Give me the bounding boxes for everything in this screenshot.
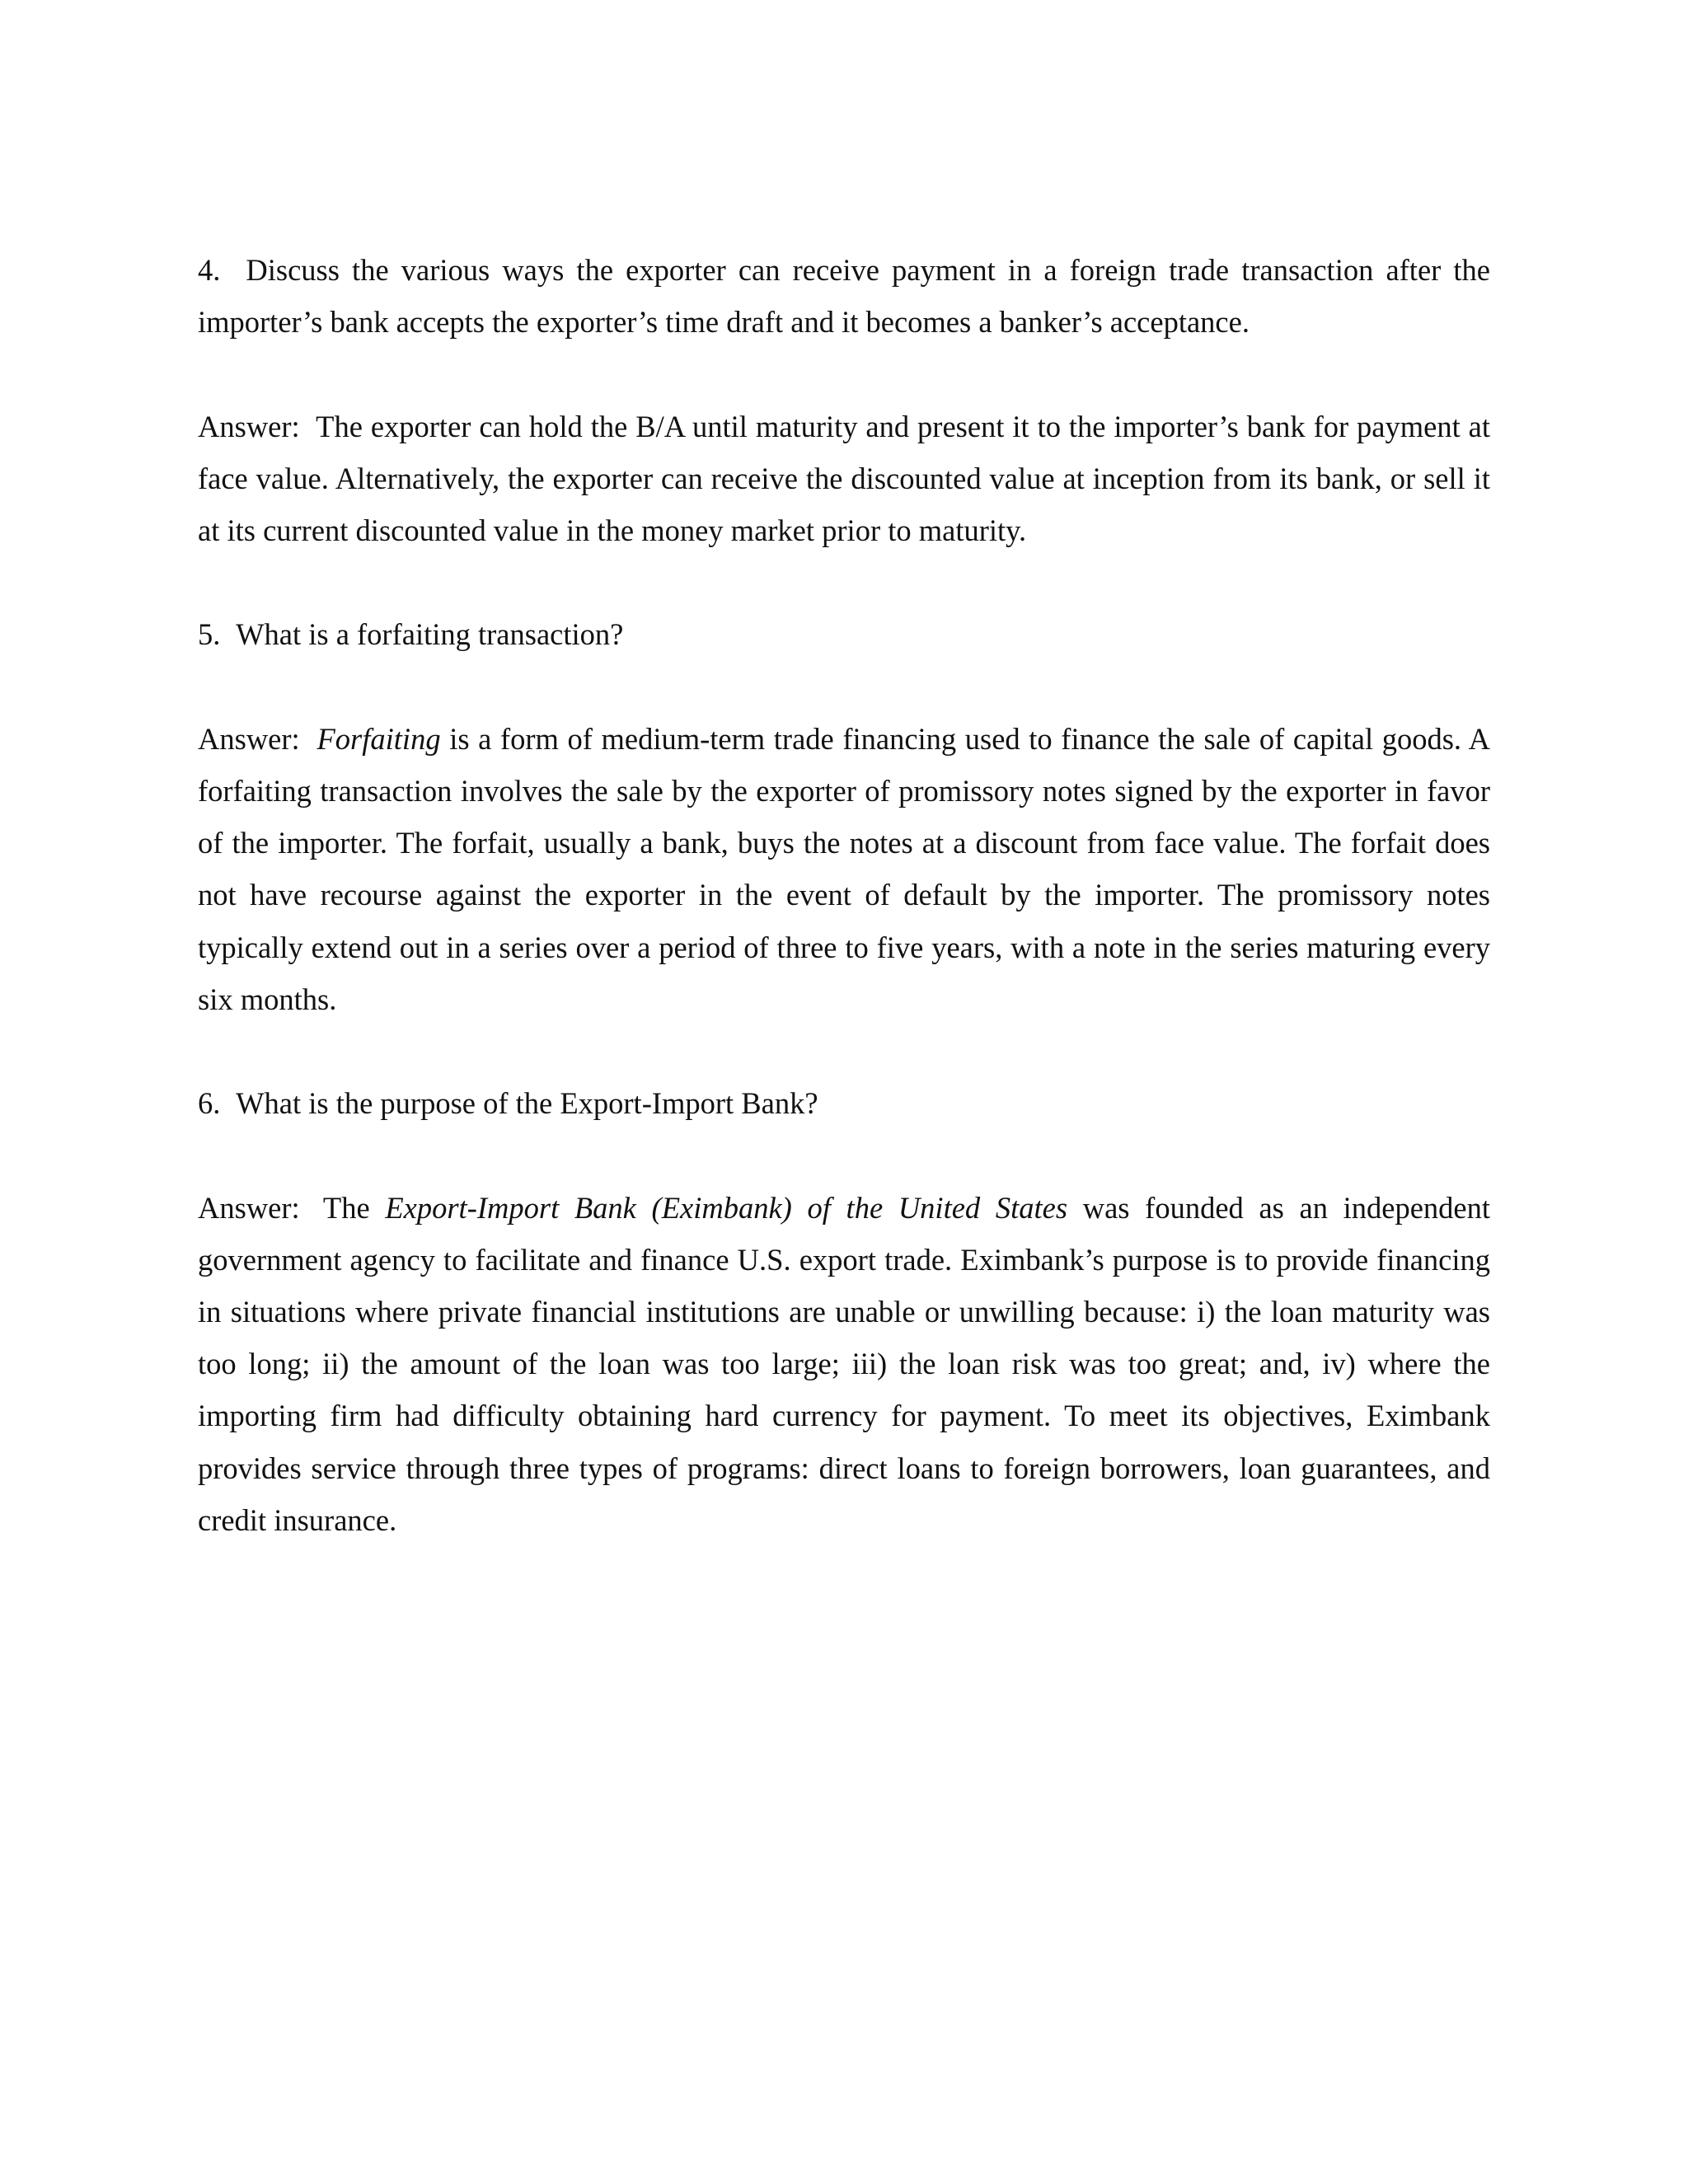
question-6-number: 6. (198, 1086, 221, 1121)
answer-5-term: Forfaiting (316, 721, 441, 756)
answer-4-text: The exporter can hold the B/A until maturity and present it to the importer’s bank for payment at face value. Alternatively, the exporter can receive the discounted value at inception from its bank, or sell it at its current discounted value in the money market prior to maturity. (198, 409, 1490, 547)
question-4-text: Discuss the various ways the exporter can receive payment in a foreign trade transaction after the importer’s bank accepts the exporter’s time draft and it becomes a banker’s acceptance. (198, 253, 1490, 340)
question-5 (198, 608, 1490, 660)
question-6 (198, 1077, 1490, 1129)
question-4 (198, 244, 1490, 348)
question-5-text: What is a forfaiting transaction? (236, 617, 624, 652)
answer-6-lead: The (322, 1190, 370, 1225)
answer-6-label: Answer: (198, 1190, 300, 1225)
answer-4-label: Answer: (198, 409, 300, 443)
answer-6-text: was founded as an independent government agency to facilitate and finance U.S. export trade. Eximbank’s purpose is to provide financing in situations where private financial institutions are unable or unwilling because: i) the loan maturity was too long; ii) the amount of the loan was too large; iii) the loan risk was too great; and, iv) where the importing firm had difficulty obtaining hard currency for payment. To meet its objectives, Eximbank provides service through three types of programs: direct loans to foreign borrowers, loan guarantees, and credit insurance. (198, 1190, 1491, 1537)
answer-5-text: is a form of medium-term trade financing used to finance the sale of capital goods. A forfaiting transaction involves the sale by the exporter of promissory notes signed by the exporter in favor of the importer. The forfait, usually a bank, buys the notes at a discount from face value. The forfait does not have recourse against the exporter in the event of default by the importer. The promissory notes typically extend out in a series over a period of three to five years, with a note in the series maturing every six months. (198, 721, 1491, 1016)
answer-6-term: Export-Import Bank (Eximbank) of the United States (385, 1190, 1068, 1225)
answer-5 (198, 713, 1490, 1025)
answer-5-label: Answer: (198, 721, 300, 756)
question-4-number: 4. (198, 253, 221, 287)
question-5-number: 5. (198, 617, 221, 652)
answer-4 (198, 401, 1490, 557)
document-page (198, 244, 1490, 1598)
question-6-text: What is the purpose of the Export-Import Bank? (236, 1086, 818, 1121)
answer-6 (198, 1182, 1490, 1546)
